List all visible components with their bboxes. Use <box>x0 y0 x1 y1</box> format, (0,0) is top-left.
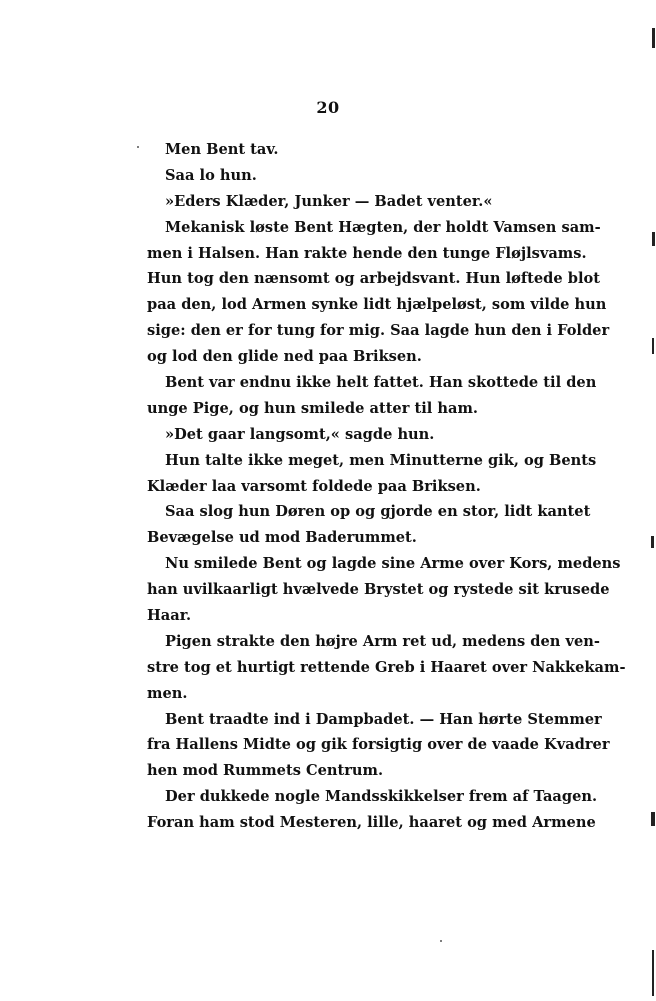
text-line: Mekanisk løste Bent Hægten, der holdt Vamsen sam- <box>165 218 601 236</box>
text-line: Hun tog den nænsomt og arbejdsvant. Hun løftede blot <box>147 270 600 288</box>
text-line: men i Halsen. Han rakte hende den tunge Fløjlsvams. <box>147 244 587 262</box>
text-line: »Eders Klæder, Junker — Badet venter.« <box>165 192 493 210</box>
text-line: fra Hallens Midte og gik forsigtig over de vaade Kvadrer <box>147 736 610 754</box>
text-line: Foran ham stod Mesteren, lille, haaret og med Armene <box>147 814 596 832</box>
text-line: Klæder laa varsomt foldede paa Briksen. <box>147 477 481 495</box>
text-line: Pigen strakte den højre Arm ret ud, medens den ven- <box>165 632 600 650</box>
text-line: Men Bent tav. <box>165 141 279 158</box>
stray-dot <box>137 146 139 148</box>
text-line: Saa slog hun Døren op og gjorde en stor, lidt kantet <box>165 503 591 521</box>
text-line: Hun talte ikke meget, men Minutterne gik, og Bents <box>165 451 597 469</box>
text-line: og lod den glide ned paa Briksen. <box>147 348 422 366</box>
page-number: 20 <box>316 98 340 117</box>
body-text <box>147 137 626 836</box>
text-line: han uvilkaarligt hvælvede Brystet og rystede sit krusede <box>147 581 610 599</box>
text-line: unge Pige, og hun smilede atter til ham. <box>147 399 478 417</box>
text-line: Bent traadte ind i Dampbadet. — Han hørte Stemmer <box>165 710 602 728</box>
scan-edge-mark <box>652 28 655 48</box>
text-line: Haar. <box>147 607 192 625</box>
scan-edge-mark <box>652 338 654 354</box>
scan-edge-mark <box>652 232 655 246</box>
text-line: men. <box>147 684 188 702</box>
text-line: Bevægelse ud mod Baderummet. <box>147 529 417 547</box>
text-line: Saa lo hun. <box>165 166 257 184</box>
text-line: Nu smilede Bent og lagde sine Arme over Kors, medens <box>165 555 621 573</box>
scan-edge-mark <box>651 812 655 826</box>
text-line: Der dukkede nogle Mandsskikkelser frem af Taagen. <box>165 788 598 806</box>
text-line: sige: den er for tung for mig. Saa lagde hun den i Folder <box>147 322 610 340</box>
text-line: paa den, lod Armen synke lidt hjælpeløst, som vilde hun <box>147 296 607 314</box>
text-line: Bent var endnu ikke helt fattet. Han skottede til den <box>165 374 597 392</box>
text-line: hen mod Rummets Centrum. <box>147 762 384 780</box>
text-line: »Det gaar langsomt,« sagde hun. <box>165 425 435 443</box>
text-line: stre tog et hurtigt rettende Greb i Haaret over Nakkekam- <box>147 658 626 676</box>
scan-edge-mark <box>652 950 654 996</box>
stray-dot <box>440 940 442 942</box>
scan-edge-mark <box>651 536 654 548</box>
